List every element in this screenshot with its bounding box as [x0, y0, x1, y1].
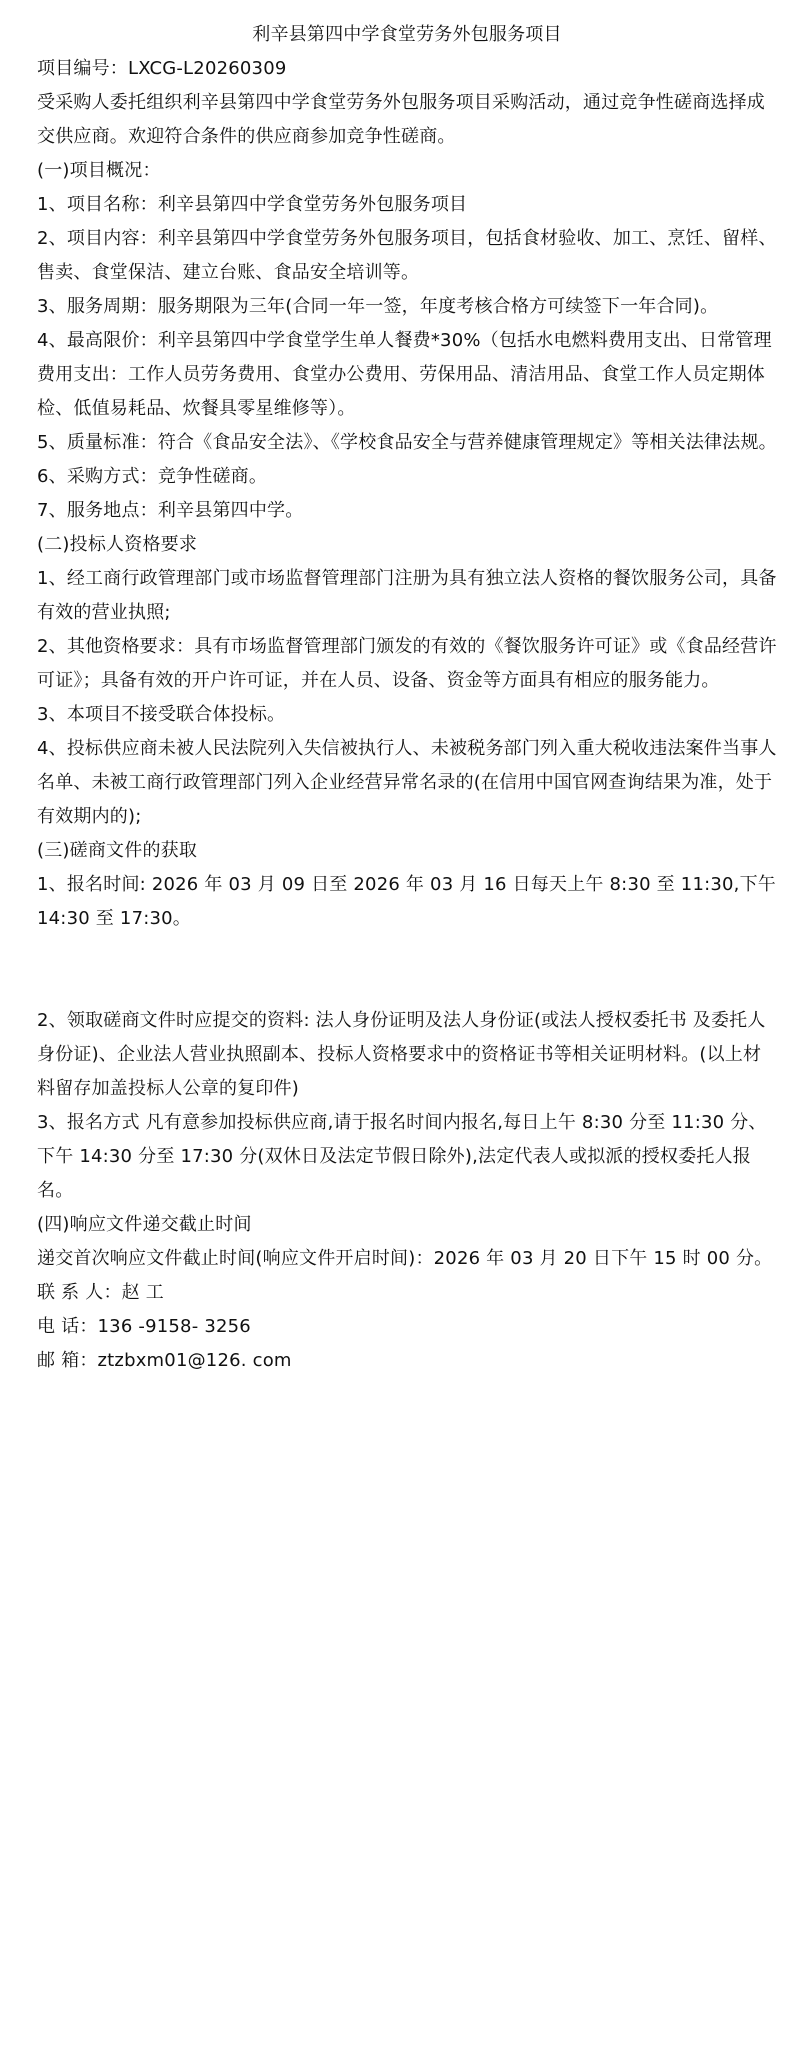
- qualification-item: 3、本项目不接受联合体投标。: [37, 704, 286, 725]
- section-heading-overview: (一)项目概况：: [37, 160, 161, 181]
- submission-deadline: 递交首次响应文件截止时间(响应文件开启时间)：2026 年 03 月 20 日下午 15 时 00 分。: [37, 1248, 773, 1269]
- qualification-item: 2、其他资格要求：具有市场监督管理部门颁发的有效的《餐饮服务许可证》或《食品经营许可证》；具备有效的开户许可证，并在人员、设备、资金等方面具有相应的服务能力。: [37, 636, 777, 691]
- contact-person: 联 系 人：赵 工: [37, 1282, 164, 1303]
- overview-item: 3、服务周期：服务期限为三年(合同一年一签，年度考核合格方可续签下一年合同)。: [37, 296, 719, 317]
- contact-email: 邮 箱：ztzbxm01@126. com: [37, 1350, 292, 1371]
- overview-item: 5、质量标准：符合《食品安全法》、《学校食品安全与营养健康管理规定》等相关法律法规。: [37, 432, 777, 453]
- notice-document: [37, 18, 777, 1378]
- registration-method: 3、报名方式 凡有意参加投标供应商,请于报名时间内报名,每日上午 8:30 分至 11:30 分、下午 14:30 分至 17:30 分(双休日及法定节假日除外),法定代表人或拟派的授权委托人报名。: [37, 1112, 767, 1201]
- overview-item: 2、项目内容：利辛县第四中学食堂劳务外包服务项目，包括食材验收、加工、烹饪、留样、售卖、食堂保洁、建立台账、食品安全培训等。: [37, 228, 777, 283]
- registration-time: 1、报名时间: 2026 年 03 月 09 日至 2026 年 03 月 16 日每天上午 8:30 至 11:30,下午 14:30 至 17:30。: [37, 874, 776, 929]
- required-materials: 2、领取磋商文件时应提交的资料: 法人身份证明及法人身份证(或法人授权委托书 及委托人身份证)、企业法人营业执照副本、投标人资格要求中的资格证书等相关证明材料。(以上材料留存加盖投标人公章的复印件): [37, 1010, 766, 1099]
- blank-space: [37, 936, 777, 1004]
- qualification-item: 1、经工商行政管理部门或市场监督管理部门注册为具有独立法人资格的餐饮服务公司，具备有效的营业执照;: [37, 568, 777, 623]
- overview-item: 4、最高限价：利辛县第四中学食堂学生单人餐费*30%（包括水电燃料费用支出、日常管理费用支出：工作人员劳务费用、食堂办公费用、劳保用品、清洁用品、食堂工作人员定期体检、低值易耗品、炊餐具零星维修等）。: [37, 330, 772, 419]
- overview-item: 1、项目名称：利辛县第四中学食堂劳务外包服务项目: [37, 194, 468, 215]
- qualification-item: 4、投标供应商未被人民法院列入失信被执行人、未被税务部门列入重大税收违法案件当事人名单、未被工商行政管理部门列入企业经营异常名录的(在信用中国官网查询结果为准，处于有效期内的);: [37, 738, 777, 827]
- contact-phone: 电 话：136 -9158- 3256: [37, 1316, 251, 1337]
- document-title: 利辛县第四中学食堂劳务外包服务项目: [252, 24, 562, 45]
- intro-paragraph: 受采购人委托组织利辛县第四中学食堂劳务外包服务项目采购活动，通过竞争性磋商选择成交供应商。欢迎符合条件的供应商参加竞争性磋商。: [37, 92, 765, 147]
- overview-item: 6、采购方式：竞争性磋商。: [37, 466, 268, 487]
- overview-item: 7、服务地点：利辛县第四中学。: [37, 500, 304, 521]
- section-heading-deadline: (四)响应文件递交截止时间: [37, 1214, 252, 1235]
- project-number: 项目编号：LXCG-L20260309: [37, 58, 287, 79]
- section-heading-qualifications: (二)投标人资格要求: [37, 534, 198, 555]
- section-heading-document-acquisition: (三)磋商文件的获取: [37, 840, 198, 861]
